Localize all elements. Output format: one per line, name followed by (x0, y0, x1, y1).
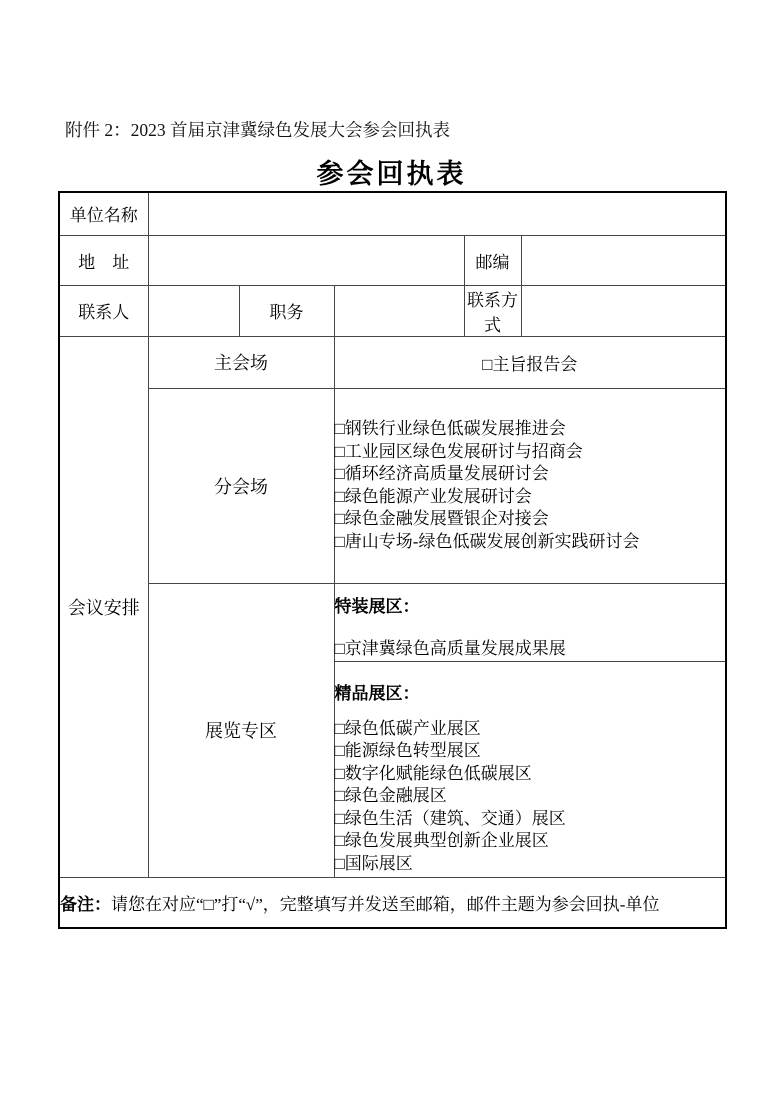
boutique-zone-option[interactable] (335, 763, 726, 786)
checkbox-icon[interactable]: □ (482, 354, 493, 374)
exhibition-zone-label: 展览专区 (148, 583, 334, 877)
sub-venue-options-cell (334, 388, 726, 583)
main-venue-label: 主会场 (148, 336, 334, 388)
sub-venue-option[interactable] (335, 508, 726, 531)
address-label: 地 址 (59, 235, 148, 285)
note-label: 备注： (60, 894, 111, 914)
boutique-zone-option[interactable] (335, 853, 726, 876)
main-venue-option-label: 主旨报告会 (492, 354, 578, 374)
postal-code-input-cell[interactable] (521, 235, 726, 285)
boutique-zone-option-label: 绿色生活（建筑、交通）展区 (344, 808, 566, 828)
contact-method-label: 联系方式 (464, 285, 521, 336)
main-venue-option[interactable] (334, 336, 726, 388)
special-zone-option[interactable] (335, 638, 726, 661)
sub-venue-option[interactable] (335, 486, 726, 509)
address-input-cell[interactable] (148, 235, 464, 285)
boutique-zone-option[interactable] (335, 718, 726, 741)
table-row (59, 192, 726, 235)
table-row (59, 285, 726, 336)
sub-venue-option-label: 钢铁行业绿色低碳发展推进会 (344, 419, 566, 438)
boutique-zone-title: 精品展区： (334, 683, 420, 703)
contact-person-input-cell[interactable] (148, 285, 239, 336)
boutique-zone-option-label: 绿色低碳产业展区 (344, 718, 481, 738)
boutique-zone-option[interactable] (335, 740, 726, 763)
sub-venue-option-list (335, 418, 726, 553)
table-row (59, 235, 726, 285)
sub-venue-option-label: 唐山专场-绿色低碳发展创新实践研讨会 (344, 531, 640, 551)
boutique-zone-option[interactable] (335, 785, 726, 808)
table-row (59, 583, 726, 661)
special-zone-title: 特装展区： (334, 596, 420, 616)
table-row (59, 388, 726, 583)
reply-form-table (58, 191, 727, 929)
checkbox-icon[interactable]: □ (334, 786, 345, 806)
checkbox-icon[interactable]: □ (334, 419, 345, 438)
contact-person-label: 联系人 (59, 285, 148, 336)
contact-method-input-cell[interactable] (521, 285, 726, 336)
checkbox-icon[interactable]: □ (334, 741, 345, 761)
position-input-cell[interactable] (334, 285, 464, 336)
boutique-zone-option-label: 绿色发展典型创新企业展区 (344, 831, 549, 851)
checkbox-icon[interactable]: □ (334, 441, 345, 461)
attachment-heading: 附件 2：2023 首届京津冀绿色发展大会参会回执表 (65, 120, 450, 140)
checkbox-icon[interactable]: □ (334, 831, 345, 851)
special-zone-cell (334, 583, 726, 661)
checkbox-icon[interactable]: □ (334, 718, 345, 738)
table-row (59, 336, 726, 388)
checkbox-icon[interactable]: □ (334, 763, 345, 783)
sub-venue-option[interactable] (335, 463, 726, 486)
special-zone-option-label: 京津冀绿色高质量发展成果展 (344, 638, 566, 658)
sub-venue-option-label: 绿色金融发展暨银企对接会 (344, 509, 549, 528)
boutique-zone-option-list (335, 718, 726, 876)
unit-name-label: 单位名称 (59, 192, 148, 235)
boutique-zone-option[interactable] (335, 830, 726, 853)
boutique-zone-cell (334, 661, 726, 877)
checkbox-icon[interactable]: □ (334, 638, 345, 658)
sub-venue-option-label: 循环经济高质量发展研讨会 (344, 464, 549, 483)
checkbox-icon[interactable]: □ (334, 853, 345, 873)
note-cell (59, 877, 726, 928)
boutique-zone-option[interactable] (335, 808, 726, 831)
boutique-zone-option-label: 能源绿色转型展区 (344, 741, 481, 761)
checkbox-icon[interactable]: □ (334, 509, 345, 528)
special-zone-option-list (335, 638, 726, 661)
note-text: 请您在对应“□”打“√”，完整填写并发送至邮箱，邮件主题为参会回执-单位 (111, 894, 660, 914)
boutique-zone-option-label: 国际展区 (344, 853, 413, 873)
checkbox-icon[interactable]: □ (334, 808, 345, 828)
checkbox-icon[interactable]: □ (334, 531, 345, 551)
sub-venue-option-label: 工业园区绿色发展研讨与招商会 (344, 441, 583, 461)
postal-code-label: 邮编 (464, 235, 521, 285)
boutique-zone-option-label: 绿色金融展区 (344, 786, 447, 806)
checkbox-icon[interactable]: □ (334, 486, 345, 506)
sub-venue-option[interactable] (335, 418, 726, 441)
sub-venue-label: 分会场 (148, 388, 334, 583)
position-label: 职务 (239, 285, 334, 336)
sub-venue-option-label: 绿色能源产业发展研讨会 (344, 486, 532, 506)
table-row (59, 877, 726, 928)
sub-venue-option[interactable] (335, 441, 726, 464)
boutique-zone-option-label: 数字化赋能绿色低碳展区 (344, 763, 532, 783)
meeting-arrangement-label: 会议安排 (59, 336, 148, 877)
unit-name-input-cell[interactable] (148, 192, 726, 235)
sub-venue-option[interactable] (335, 531, 726, 554)
checkbox-icon[interactable]: □ (334, 464, 345, 483)
page-title: 参会回执表 (316, 159, 467, 189)
